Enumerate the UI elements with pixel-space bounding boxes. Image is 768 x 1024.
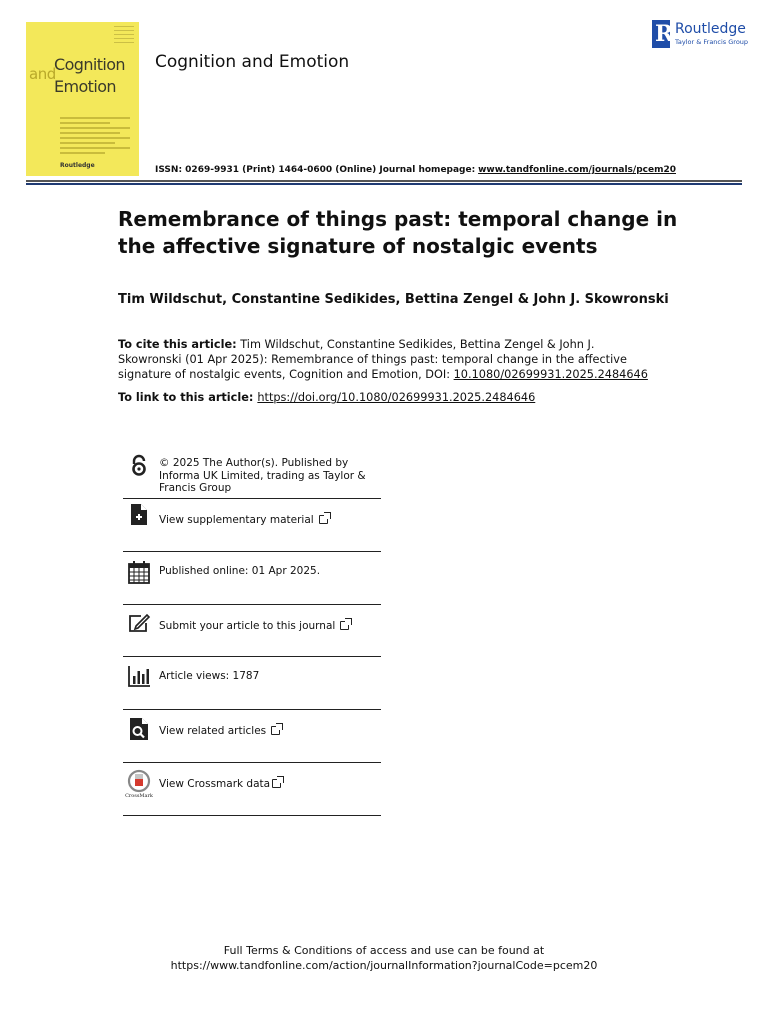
submit-row[interactable] (123, 604, 381, 657)
cite-label: To cite this article: (118, 338, 237, 351)
crossmark-row[interactable] (123, 762, 381, 816)
journal-title: Cognition and Emotion (155, 52, 350, 72)
external-link-icon (340, 621, 349, 630)
calendar-icon (127, 560, 151, 584)
related-row[interactable] (123, 709, 381, 763)
cover-title-line2: Emotion (54, 77, 116, 96)
article-authors: Tim Wildschut, Constantine Sedikides, Bettina Zengel & John J. Skowronski (118, 292, 669, 307)
submit-link[interactable]: Submit your article to this journal (159, 620, 336, 632)
article-doi-link[interactable]: https://doi.org/10.1080/02699931.2025.2484646 (257, 391, 536, 404)
external-link-icon (319, 515, 328, 524)
issn-label: ISSN: 0269-9931 (Print) 1464-0600 (Online) Journal homepage: (155, 165, 476, 175)
cover-title-line1: Cognition (54, 55, 125, 74)
edit-icon (127, 612, 151, 636)
license-text: © 2025 The Author(s). Published by Informa UK Limited, trading as Taylor & Francis Group (159, 457, 366, 494)
article-link-line (118, 391, 535, 404)
views-row (123, 656, 381, 710)
cite-doi-link[interactable]: 10.1080/02699931.2025.2484646 (453, 368, 648, 381)
crossmark-icon (127, 770, 151, 798)
external-link-icon (271, 726, 280, 735)
open-access-row (123, 450, 381, 499)
issn-line (155, 165, 676, 175)
related-search-icon (127, 717, 151, 741)
published-row (123, 551, 381, 605)
file-add-icon (127, 502, 151, 526)
bar-chart-icon (127, 664, 151, 688)
routledge-logo (652, 20, 752, 50)
supplementary-row[interactable] (123, 498, 381, 552)
cover-and-word: and (29, 65, 56, 83)
header-divider-accent (26, 183, 742, 185)
published-date: Published online: 01 Apr 2025. (159, 565, 321, 577)
link-label: To link to this article: (118, 391, 258, 404)
journal-homepage-link[interactable]: www.tandfonline.com/journals/pcem20 (478, 165, 676, 175)
crossmark-link[interactable]: View Crossmark data (159, 778, 271, 790)
citation-block (118, 337, 658, 382)
cover-publisher-mark: Routledge (60, 162, 95, 169)
footer-terms-link[interactable]: https://www.tandfonline.com/action/journalInformation?journalCode=pcem20 (170, 959, 598, 972)
external-link-icon (272, 779, 281, 788)
routledge-r-icon: R (652, 20, 670, 48)
article-title: Remembrance of things past: temporal change in the affective signature of nostalgic events (118, 207, 678, 258)
publisher-name: Routledge (675, 21, 746, 37)
header-divider (26, 180, 742, 182)
supplementary-link[interactable]: View supplementary material (159, 514, 314, 526)
journal-cover-image (26, 22, 139, 176)
publisher-group: Taylor & Francis Group (675, 38, 749, 46)
svg-text:CrossMark: CrossMark (125, 793, 153, 799)
footer-terms-text: Full Terms & Conditions of access and use can be found at (223, 944, 545, 957)
cite-text: Tim Wildschut, Constantine Sedikides, Bettina Zengel & John J. Skowronski (01 Apr 2025): Remembrance of things past: temporal change in the affective signature of nostalgic events, Cognition and Emotion, DOI: (118, 338, 627, 381)
related-articles-link[interactable]: View related articles (159, 725, 267, 737)
open-access-icon (127, 454, 151, 478)
footer (0, 943, 768, 973)
article-views: Article views: 1787 (159, 670, 260, 682)
